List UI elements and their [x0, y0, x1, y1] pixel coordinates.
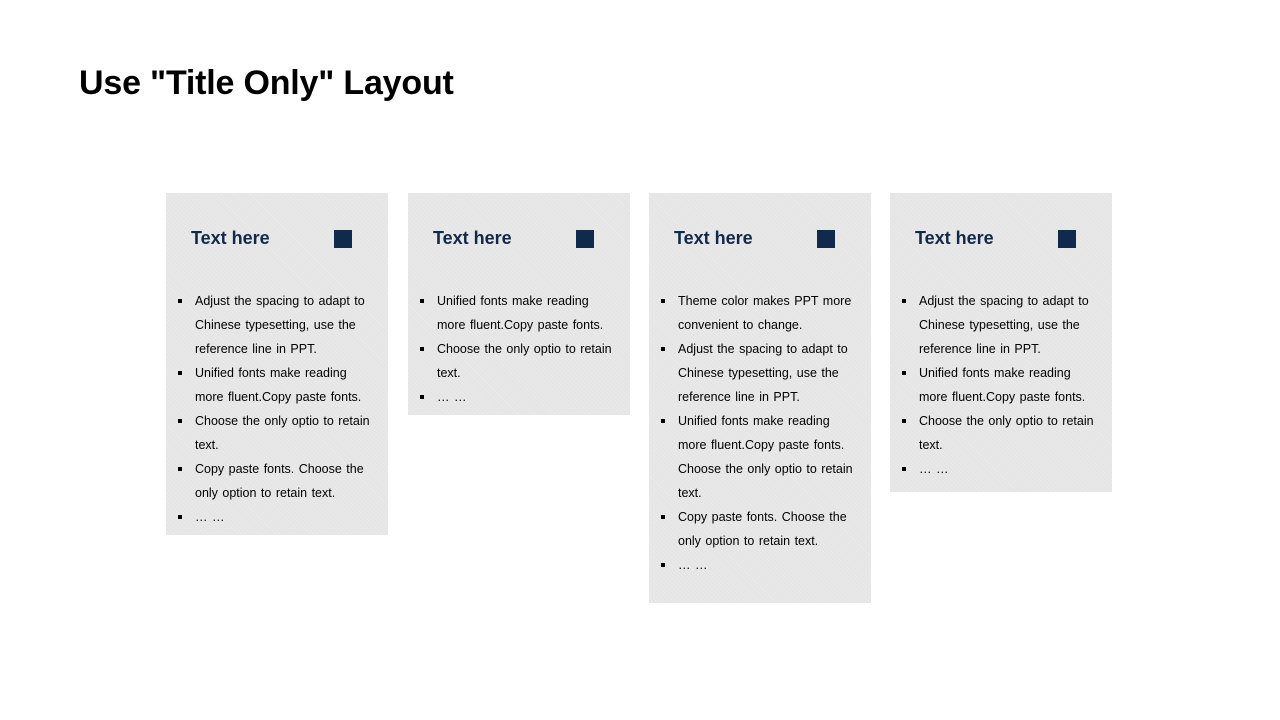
text-card-4 — [890, 193, 1112, 492]
bullet-item: … … — [166, 505, 388, 529]
accent-square-icon — [817, 230, 835, 248]
accent-square-icon — [1058, 230, 1076, 248]
bullet-list — [890, 289, 1112, 481]
bullet-item: Unified fonts make reading more fluent.Copy paste fonts. — [408, 289, 630, 337]
bullet-list — [166, 289, 388, 529]
bullet-item: Unified fonts make reading more fluent.Copy paste fonts. — [890, 361, 1112, 409]
bullet-item: Copy paste fonts. Choose the only option to retain text. — [166, 457, 388, 505]
slide-title: Use "Title Only" Layout — [79, 64, 454, 102]
accent-square-icon — [334, 230, 352, 248]
card-header: Text here — [433, 228, 512, 248]
bullet-item: Theme color makes PPT more convenient to change. — [649, 289, 871, 337]
bullet-item: Unified fonts make reading more fluent.Copy paste fonts. Choose the only optio to retain text. — [649, 409, 871, 505]
card-header: Text here — [674, 228, 753, 248]
bullet-list — [408, 289, 630, 409]
card-header: Text here — [915, 228, 994, 248]
bullet-item: Unified fonts make reading more fluent.Copy paste fonts. — [166, 361, 388, 409]
bullet-item: Adjust the spacing to adapt to Chinese typesetting, use the reference line in PPT. — [166, 289, 388, 361]
accent-square-icon — [576, 230, 594, 248]
bullet-item: … … — [890, 457, 1112, 481]
bullet-item: Adjust the spacing to adapt to Chinese typesetting, use the reference line in PPT. — [649, 337, 871, 409]
bullet-item: … … — [408, 385, 630, 409]
bullet-item: … … — [649, 553, 871, 577]
bullet-item: Choose the only optio to retain text. — [166, 409, 388, 457]
text-card-2 — [408, 193, 630, 415]
bullet-item: Choose the only optio to retain text. — [890, 409, 1112, 457]
text-card-3 — [649, 193, 871, 603]
text-card-1 — [166, 193, 388, 535]
bullet-item: Choose the only optio to retain text. — [408, 337, 630, 385]
card-header: Text here — [191, 228, 270, 248]
bullet-item: Copy paste fonts. Choose the only option to retain text. — [649, 505, 871, 553]
bullet-item: Adjust the spacing to adapt to Chinese typesetting, use the reference line in PPT. — [890, 289, 1112, 361]
bullet-list — [649, 289, 871, 577]
